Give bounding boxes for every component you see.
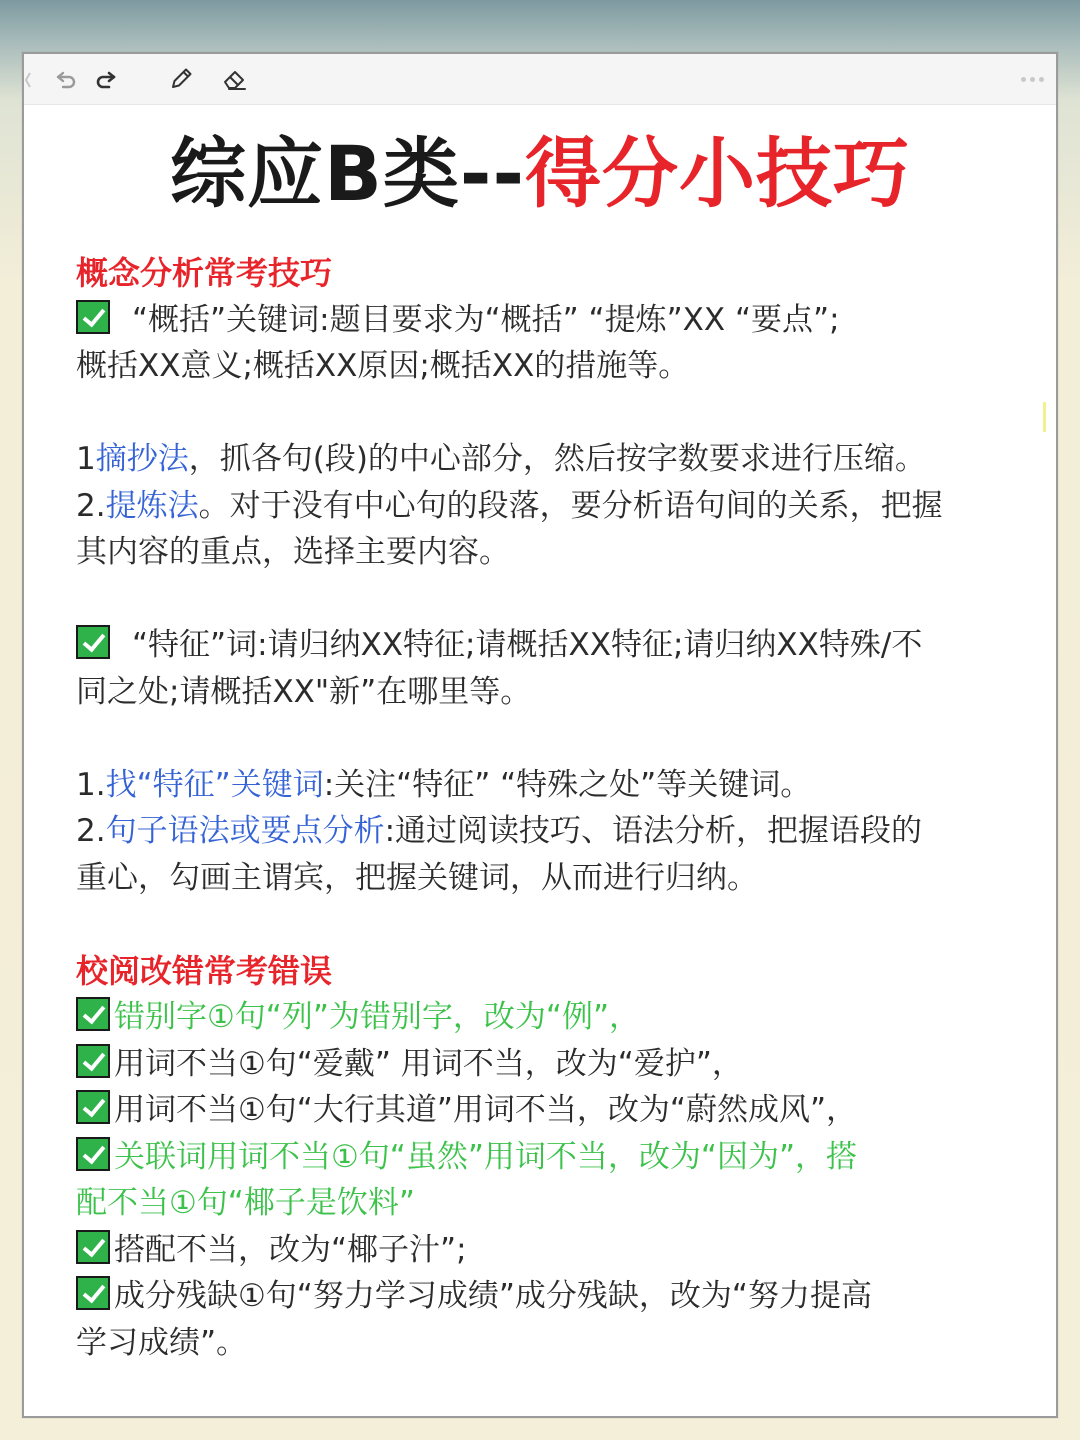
error-item: [76, 994, 1016, 1041]
error-item: [76, 1134, 1016, 1181]
checkmark-icon: [76, 1137, 110, 1171]
method-name: 找“特征”关键词: [105, 766, 324, 803]
error-text: 用词不当①句“爱戴” 用词不当，改为“爱护”，: [114, 1045, 743, 1082]
method-name: 句子语法或要点分析: [105, 813, 385, 849]
list-item: [76, 622, 1016, 669]
method-text: :通过阅读技巧、语法分析，把握语段的: [384, 813, 923, 849]
title-black: 综应B类--: [169, 129, 525, 218]
error-text: 搭配不当，改为“椰子汁”;: [114, 1231, 467, 1268]
checkmark-icon: [76, 300, 110, 334]
checkmark-icon: [76, 625, 110, 659]
method-text: ，抓各句(段)的中心部分，然后按字数要求进行压缩。: [188, 441, 926, 477]
list-item: 概括XX意义;概括XX原因;概括XX的措施等。: [76, 348, 690, 384]
error-item: [76, 1041, 1016, 1088]
method-item: [76, 436, 1016, 483]
method-number: 2.: [76, 487, 106, 524]
error-text: 错别字①句“列”为错别字，改为“例”，: [114, 999, 641, 1035]
checkmark-icon: [76, 1276, 110, 1310]
section-heading-concept: 概念分析常考技巧: [76, 254, 333, 292]
checkmark-icon: [76, 1230, 110, 1264]
error-text: 用词不当①句“大行其道”用词不当，改为“蔚然成风”，: [114, 1092, 858, 1128]
method-item-continued: 重心，勾画主谓宾，把握关键词，从而进行归纳。: [76, 859, 758, 896]
page-title: [24, 129, 1056, 218]
error-item: [76, 1227, 1016, 1274]
method-text: :关注“特征” “特殊之处”等关键词。: [323, 766, 812, 803]
error-item-continued: 配不当①句“椰子是饮料”: [76, 1185, 415, 1221]
checkmark-icon: [76, 1044, 110, 1078]
method-number: 2.: [76, 813, 106, 849]
method-number: 1.: [76, 766, 106, 803]
note-toolbar: [24, 54, 1056, 105]
method-item-continued: 其内容的重点，选择主要内容。: [76, 534, 510, 570]
undo-icon[interactable]: [52, 64, 82, 94]
list-item: [76, 297, 1016, 344]
error-item: [76, 1273, 1016, 1320]
method-item: [76, 808, 1016, 855]
method-name: 摘抄法: [95, 441, 189, 477]
title-red: 得分小技巧: [525, 129, 910, 218]
redo-icon[interactable]: [90, 64, 120, 94]
highlight-marker: [1043, 402, 1046, 432]
checkmark-icon: [76, 1090, 110, 1124]
eraser-icon[interactable]: [220, 64, 250, 94]
error-item-continued: 学习成绩”。: [76, 1324, 248, 1361]
pen-icon[interactable]: [166, 64, 196, 94]
method-item: [76, 483, 1016, 530]
item-text: “特征”词:请归纳XX特征;请概括XX特征;请归纳XX特殊/不: [132, 627, 923, 663]
item-text: “概括”关键词:题目要求为“概括” “提炼”XX “要点”;: [132, 301, 840, 338]
checkmark-icon: [76, 997, 110, 1031]
method-number: 1: [76, 441, 96, 477]
more-icon[interactable]: [1012, 66, 1052, 92]
method-item: [76, 762, 1016, 809]
note-content: [76, 250, 1016, 1366]
method-name: 提炼法: [105, 487, 199, 524]
error-item: [76, 1087, 1016, 1134]
error-text: 成分残缺①句“努力学习成绩”成分残缺，改为“努力提高: [114, 1278, 872, 1314]
section-heading-proofreading: 校阅改错常考错误: [76, 951, 333, 990]
list-item: 同之处;请概括XX"新”在哪里等。: [76, 673, 532, 710]
method-text: 。对于没有中心句的段落，要分析语句间的关系，把握: [198, 487, 943, 524]
note-page: [22, 52, 1058, 1418]
error-text: 关联词用词不当①句“虽然”用词不当，改为“因为”，搭: [114, 1138, 858, 1175]
back-chevron-icon[interactable]: [24, 70, 32, 90]
